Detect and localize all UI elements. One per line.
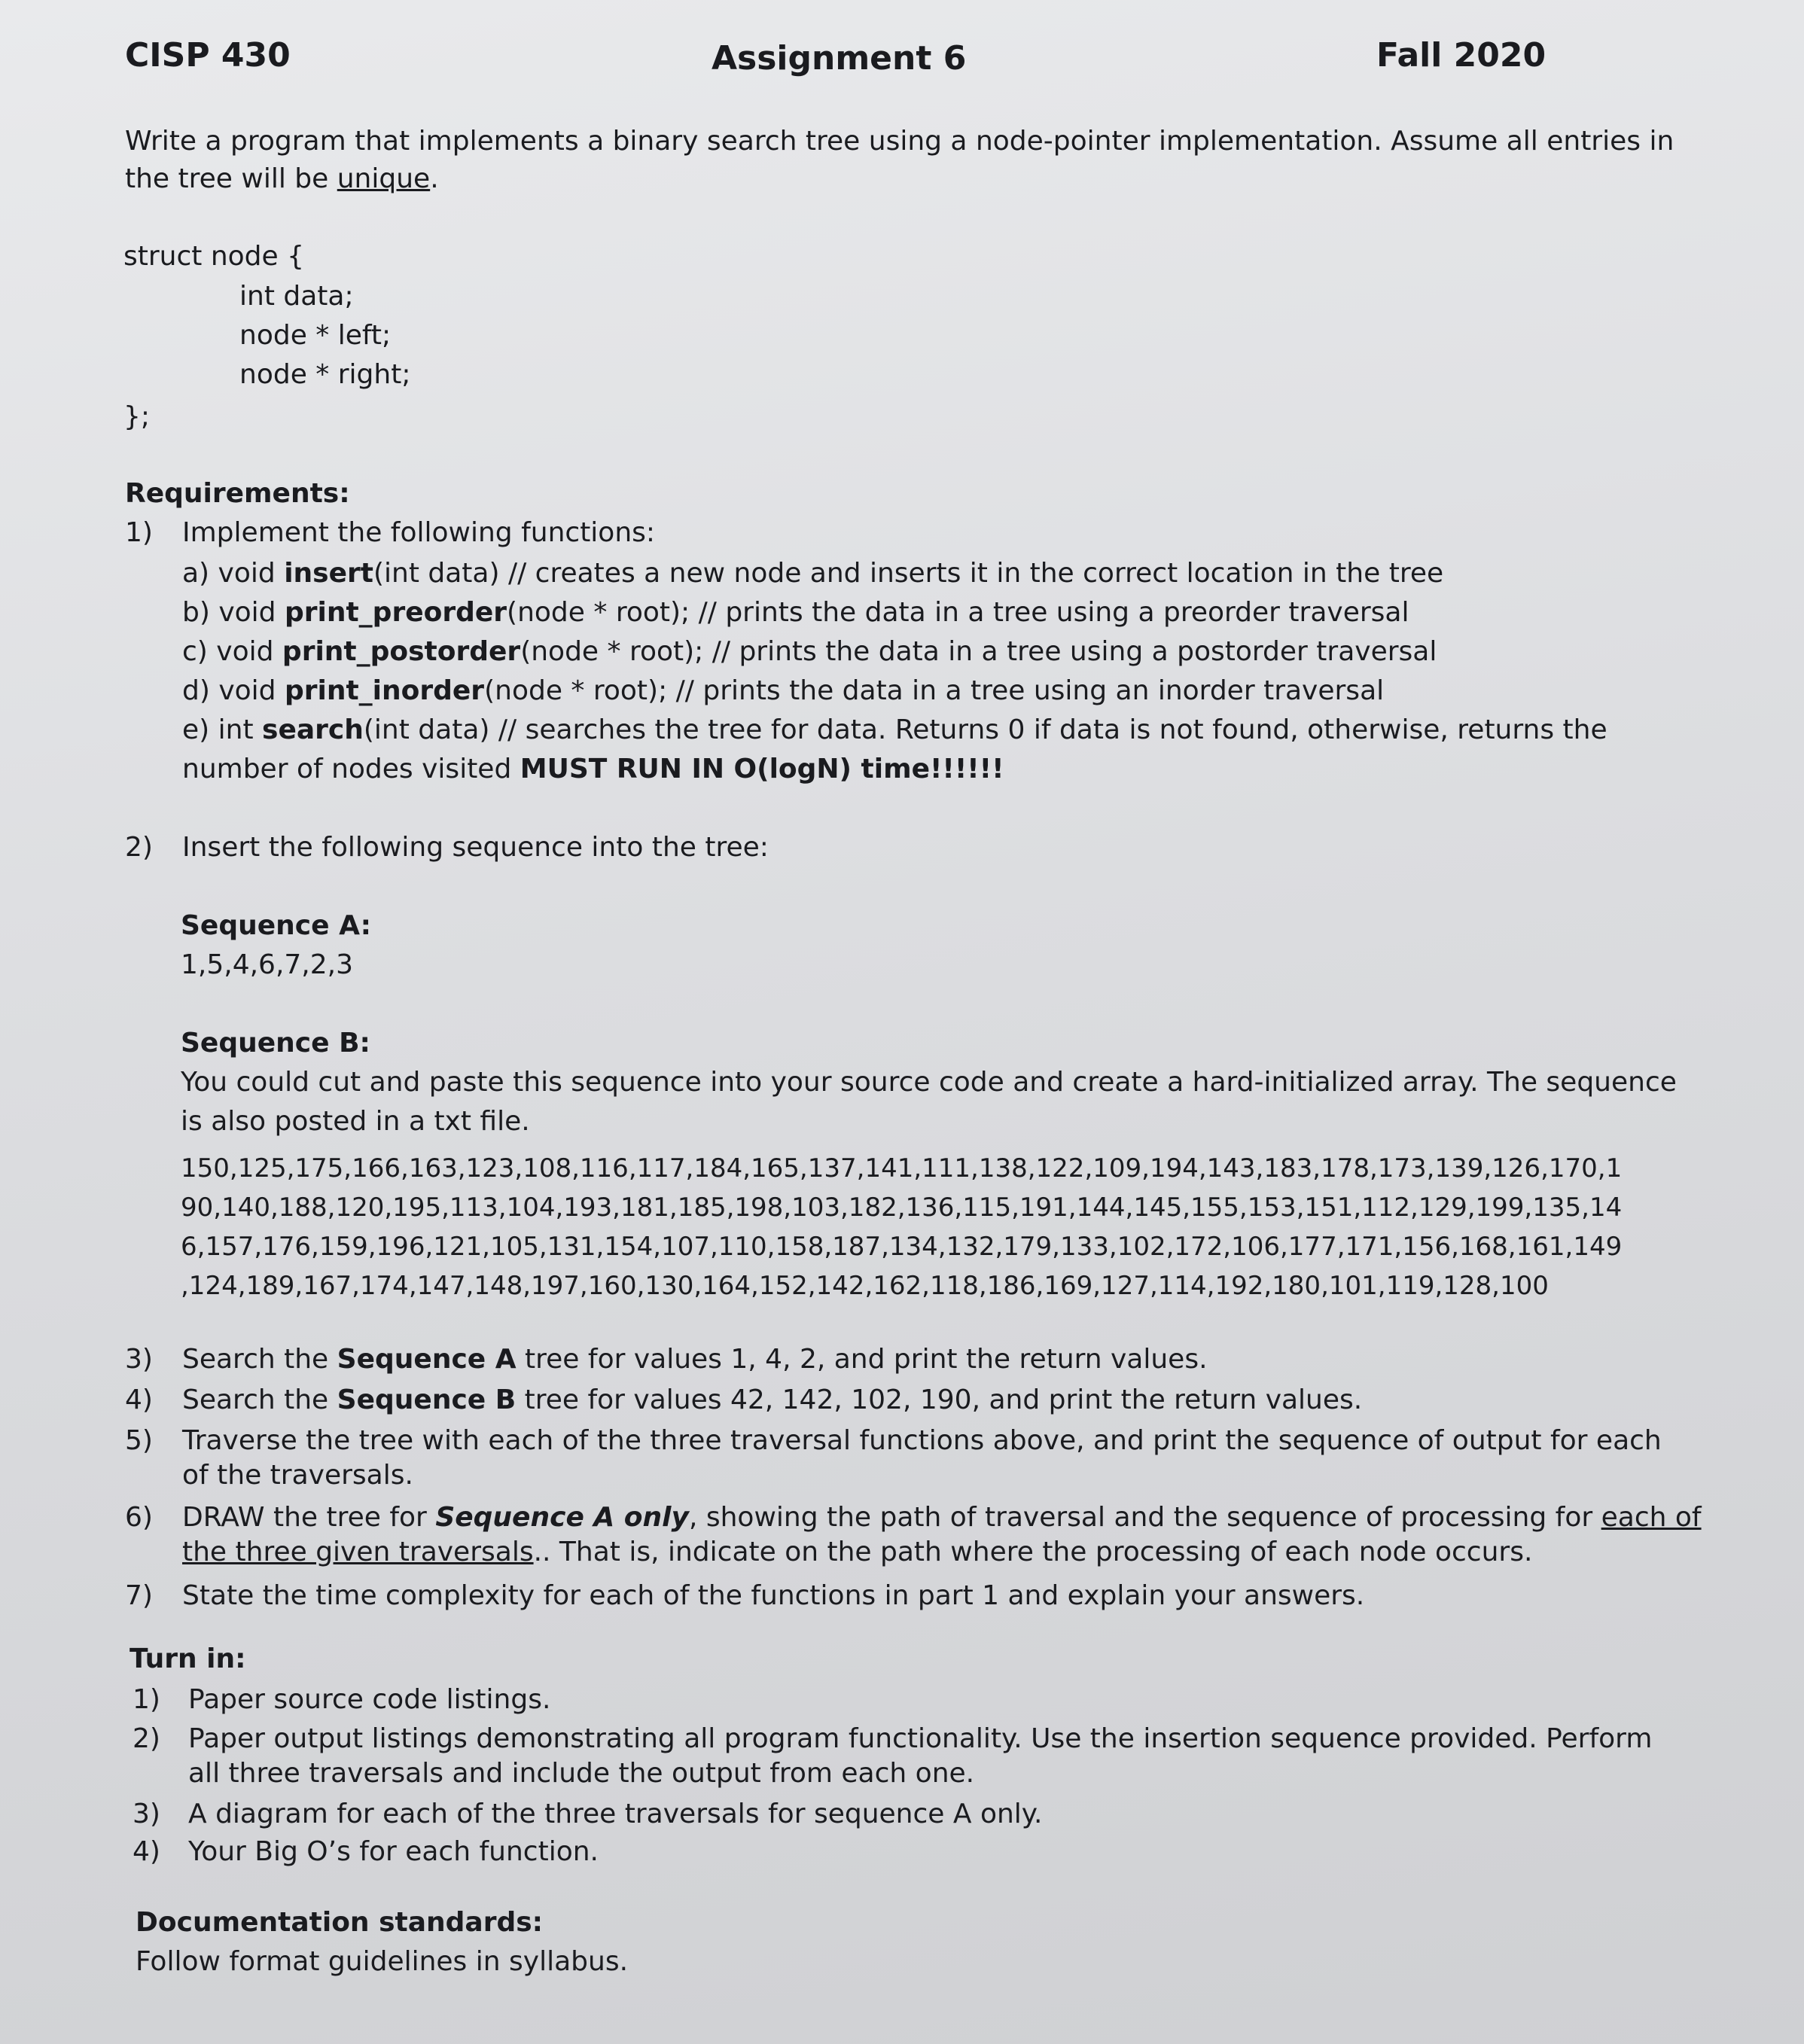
sequence-a-ref: Sequence A <box>337 1344 517 1375</box>
item-number: 2) <box>125 832 153 863</box>
item-text-post: tree for values 1, 4, 2, and print the return values. <box>516 1344 1208 1375</box>
turn-in-item-3 <box>133 1795 1714 1834</box>
function-prefix: a) void <box>182 558 285 589</box>
item-text: Paper source code listings. <box>188 1684 551 1715</box>
requirement-item-2 <box>125 828 1706 867</box>
requirement-item-5 <box>125 1421 1706 1500</box>
sequence-b-line-4: ,124,189,167,174,147,148,197,160,130,164,152,142,162,118,186,169,127,114,192,180,101,119,128,100 <box>181 1271 1549 1301</box>
item-text: State the time complexity for each of the functions in part 1 and explain your answers. <box>182 1580 1365 1611</box>
intro-line-2-suffix: . <box>430 163 439 194</box>
item-text-line-1: Traverse the tree with each of the three traversal functions above, and print the sequence of output for each <box>182 1425 1662 1456</box>
sequence-b-line-1: 150,125,175,166,163,123,108,116,117,184,165,137,141,111,138,122,109,194,143,183,178,173,139,126,170,1 <box>181 1153 1623 1183</box>
turn-in-item-1 <box>133 1680 1714 1720</box>
struct-close: }; <box>123 401 151 432</box>
item-text-line-2: of the traversals. <box>182 1460 413 1491</box>
item-number: 4) <box>133 1836 160 1867</box>
function-print-postorder <box>182 632 1437 672</box>
intro-line-2 <box>125 160 439 199</box>
function-suffix: (node * root); // prints the data in a tree using a preorder traversal <box>507 597 1409 628</box>
term: Fall 2020 <box>1376 36 1547 75</box>
function-name: print_preorder <box>284 597 507 628</box>
struct-field-left: node * left; <box>239 320 392 351</box>
struct-field-data: int data; <box>239 281 354 312</box>
item-number: 2) <box>133 1723 160 1754</box>
item-text <box>182 1340 1208 1379</box>
item-number: 1) <box>133 1684 160 1715</box>
intro-line-2-prefix: the tree will be <box>125 163 337 194</box>
sequence-b-ref: Sequence B <box>337 1384 517 1415</box>
intro-line-1: Write a program that implements a binary search tree using a node-pointer implementation. Assume all entries in <box>125 126 1674 157</box>
search-cont-text: number of nodes visited <box>182 754 520 784</box>
function-print-preorder <box>182 593 1409 632</box>
turn-in-item-4 <box>133 1832 1714 1872</box>
item-text-line-2 <box>182 1533 1532 1572</box>
function-prefix: e) int <box>182 714 263 745</box>
documentation-text: Follow format guidelines in syllabus. <box>136 1946 629 1977</box>
function-prefix: b) void <box>182 597 285 628</box>
function-name: insert <box>284 558 373 589</box>
item-text-pre: Search the <box>182 1344 337 1375</box>
item-text-mid: , showing the path of traversal and the sequence of processing for <box>688 1502 1601 1533</box>
three-traversals-underlined: the three given traversals <box>182 1537 534 1567</box>
sequence-b-note-1: You could cut and paste this sequence into your source code and create a hard-initialized array. The sequence <box>181 1067 1677 1098</box>
function-search <box>182 711 1607 750</box>
sequence-a-only-emphasis: Sequence A only <box>435 1502 689 1533</box>
requirement-item-3 <box>125 1340 1706 1379</box>
item-text <box>182 1381 1362 1420</box>
item-number: 6) <box>125 1502 153 1533</box>
function-suffix: (int data) // creates a new node and inserts it in the correct location in the tree <box>373 558 1444 589</box>
item-text: Implement the following functions: <box>182 517 656 548</box>
item-text-line-1 <box>182 1498 1702 1537</box>
function-prefix: c) void <box>182 636 282 667</box>
requirement-item-7 <box>125 1576 1706 1616</box>
requirement-item-1 <box>125 513 1706 553</box>
function-suffix: (int data) // searches the tree for data. Returns 0 if data is not found, otherwise, returns the <box>363 714 1607 745</box>
function-name: print_inorder <box>284 675 485 706</box>
function-suffix: (node * root); // prints the data in a tree using an inorder traversal <box>484 675 1385 706</box>
each-of-underlined: each of <box>1601 1502 1702 1533</box>
function-print-inorder <box>182 672 1384 711</box>
item-number: 3) <box>133 1799 160 1829</box>
item-text-line-2: all three traversals and include the output from each one. <box>188 1758 975 1789</box>
item-text-line-1: Paper output listings demonstrating all program functionality. Use the insertion sequence provided. Perform <box>188 1723 1653 1754</box>
item-number: 5) <box>125 1425 153 1456</box>
sequence-a-label: Sequence A: <box>181 910 372 941</box>
item-text-post: tree for values 42, 142, 102, 190, and print the return values. <box>516 1384 1363 1415</box>
requirement-item-6 <box>125 1498 1706 1576</box>
item-text-pre: Search the <box>182 1384 337 1415</box>
function-prefix: d) void <box>182 675 285 706</box>
requirement-item-4 <box>125 1381 1706 1420</box>
search-complexity-emphasis: MUST RUN IN O(logN) time!!!!!! <box>520 754 1004 784</box>
course-code: CISP 430 <box>125 36 291 75</box>
turn-in-heading: Turn in: <box>130 1643 246 1674</box>
sequence-b-label: Sequence B: <box>181 1028 370 1059</box>
function-insert <box>182 554 1443 593</box>
item-number: 4) <box>125 1384 153 1415</box>
requirements-heading: Requirements: <box>125 478 350 509</box>
item-text: Your Big O’s for each function. <box>188 1836 599 1867</box>
turn-in-item-2 <box>133 1720 1714 1798</box>
unique-emphasis: unique <box>337 163 431 194</box>
function-name: print_postorder <box>282 636 521 667</box>
sequence-b-note-2: is also posted in a txt file. <box>181 1106 530 1137</box>
item-number: 3) <box>125 1344 153 1375</box>
sequence-b-line-2: 90,140,188,120,195,113,104,193,181,185,198,103,182,136,115,191,144,145,155,153,151,112,129,199,135,14 <box>181 1193 1623 1223</box>
sequence-b-line-3: 6,157,176,159,196,121,105,131,154,107,110,158,187,134,132,179,133,102,172,106,177,171,156,168,161,149 <box>181 1232 1623 1262</box>
struct-open: struct node { <box>123 241 305 272</box>
item-text: Insert the following sequence into the tree: <box>182 832 769 863</box>
item-number: 7) <box>125 1580 153 1611</box>
function-name: search <box>262 714 364 745</box>
documentation-heading: Documentation standards: <box>136 1907 544 1938</box>
function-search-continued <box>182 750 1004 789</box>
item-text-post: .. That is, indicate on the path where the processing of each node occurs. <box>533 1537 1533 1567</box>
item-number: 1) <box>125 517 153 548</box>
assignment-title: Assignment 6 <box>712 39 967 78</box>
item-text: A diagram for each of the three traversals for sequence A only. <box>188 1799 1043 1829</box>
struct-field-right: node * right; <box>239 359 411 390</box>
function-suffix: (node * root); // prints the data in a tree using a postorder traversal <box>520 636 1437 667</box>
sequence-a-values: 1,5,4,6,7,2,3 <box>181 949 353 980</box>
item-text-pre: DRAW the tree for <box>182 1502 436 1533</box>
